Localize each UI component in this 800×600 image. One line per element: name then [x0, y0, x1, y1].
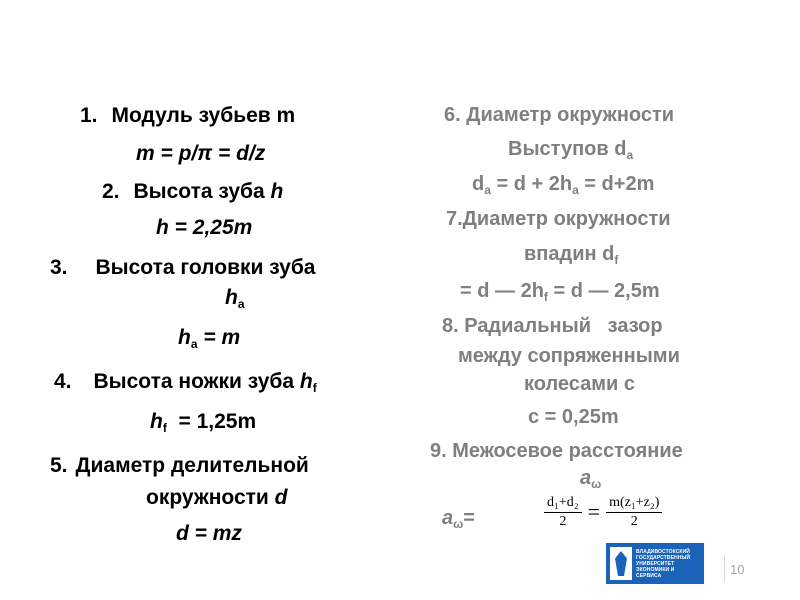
logo-emblem-icon	[610, 547, 632, 580]
item7-title-line2: впадин $d_f$	[524, 243, 619, 267]
item5-formula: d = mz	[176, 522, 242, 545]
item1-title	[80, 104, 295, 128]
item5-label: Диаметр делительной	[75, 454, 309, 477]
item1-number: 1.	[80, 104, 98, 127]
item2-number: 2.	[102, 180, 120, 203]
item6-title-line2: Выступов $d_a$	[508, 138, 634, 162]
item8-title-line2: между сопряженными	[458, 345, 680, 367]
fraction-module-teeth: $\frac{\text{m(z₁+z₂)}}{2}$	[606, 495, 662, 530]
item8-title: 8. Радиальный зазор	[442, 315, 663, 337]
university-logo	[606, 543, 704, 584]
item4-title: 4. Высота ножки зуба $h_f$	[54, 370, 317, 395]
item5-number: 5.	[50, 454, 68, 477]
fraction-diameters: $\frac{\text{d₁+d₂}}{2}$	[544, 495, 582, 530]
item3-label: Высота головки зуба	[95, 256, 316, 279]
item2-title: 2. Высота зуба h	[102, 180, 284, 203]
center-distance-formula	[544, 488, 704, 536]
item5-title-line2: окружности d	[146, 486, 288, 509]
item4-formula: $h_f = 1,25m$	[150, 410, 257, 435]
item2-formula: h = 2,25m	[156, 216, 253, 239]
item3-variable: $h_a$	[225, 286, 245, 311]
item8-formula: c = 0,25m	[528, 406, 619, 428]
item1-formula: m = p/π = d/z	[136, 142, 266, 165]
equals-sign: =	[587, 499, 601, 524]
item9-formula-label: $a_\omega=$	[442, 507, 475, 531]
item6-formula: $d_a = d + 2h_a = d+2m$	[472, 173, 655, 197]
item3-title	[50, 256, 315, 280]
item3-formula: $h_a = m$	[178, 326, 241, 351]
item1-label: Модуль зубьев m	[111, 104, 296, 127]
item4-label: Высота ножки зуба	[93, 370, 300, 393]
item7-title: 7.Диаметр окружности	[446, 208, 671, 230]
item5-title	[50, 454, 309, 478]
item6-title: 6. Диаметр окружности	[444, 104, 675, 126]
item3-number: 3.	[50, 256, 68, 279]
footer-divider	[724, 556, 725, 582]
logo-text: ВЛАДИВОСТОКСКИЙ ГОСУДАРСТВЕННЫЙ УНИВЕРСИТЕТ ЭКОНОМИКИ И СЕРВИСА	[636, 548, 691, 579]
item8-title-line3: колесами c	[524, 373, 636, 395]
item7-formula: = d — $2h_f = d$ — 2,5m	[460, 280, 660, 304]
item4-number: 4.	[54, 370, 72, 393]
slide-number: 10	[730, 562, 745, 577]
item2-label: Высота зуба	[133, 180, 271, 203]
item9-title: 9. Межосевое расстояние	[430, 440, 683, 462]
item9-variable: $a_\omega$	[580, 467, 602, 491]
